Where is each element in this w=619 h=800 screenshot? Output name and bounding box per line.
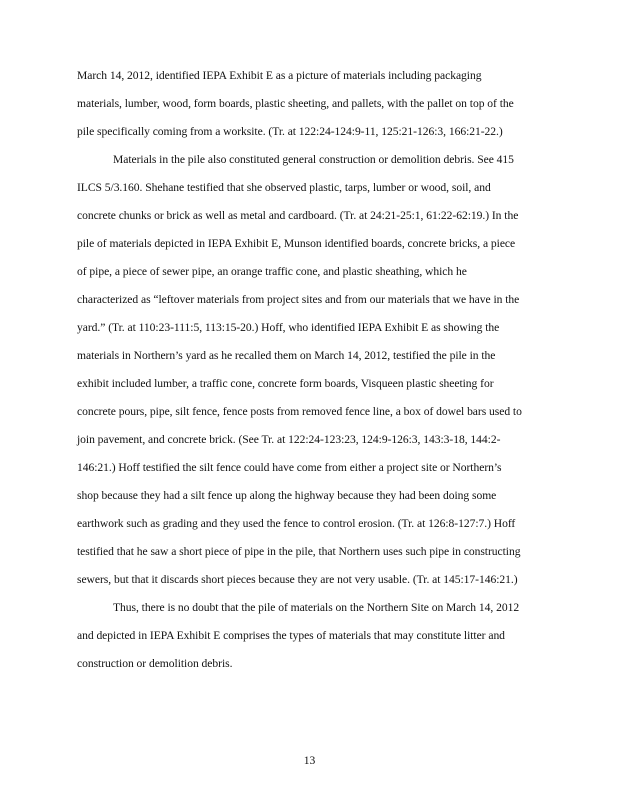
text-line: testified that he saw a short piece of pipe in the pile, that Northern uses such pipe in constructing — [77, 545, 521, 558]
text-line: ILCS 5/3.160. Shehane testified that she observed plastic, tarps, lumber or wood, soil, and — [77, 181, 491, 194]
text-line: shop because they had a silt fence up along the highway because they had been doing some — [77, 489, 497, 502]
text-line: 146:21.) Hoff testified the silt fence could have come from either a project site or Northern’s — [77, 461, 502, 474]
text-line: pile of materials depicted in IEPA Exhibit E, Munson identified boards, concrete bricks, a piece — [77, 237, 516, 250]
text-line: construction or demolition debris. — [77, 657, 233, 670]
text-line: yard.” (Tr. at 110:23-111:5, 113:15-20.) Hoff, who identified IEPA Exhibit E as showing the — [77, 321, 500, 334]
text-line: and depicted in IEPA Exhibit E comprises the types of materials that may constitute litter and — [77, 629, 505, 642]
text-line: March 14, 2012, identified IEPA Exhibit E as a picture of materials including packaging — [77, 69, 482, 82]
text-line: of pipe, a piece of sewer pipe, an orange traffic cone, and plastic sheathing, which he — [77, 265, 467, 278]
paragraph-start-line: Materials in the pile also constituted general construction or demolition debris. See 415 — [113, 153, 514, 166]
text-line: concrete pours, pipe, silt fence, fence posts from removed fence line, a box of dowel bars used to — [77, 405, 522, 418]
text-line: concrete chunks or brick as well as metal and cardboard. (Tr. at 24:21-25:1, 61:22-62:19.) In the — [77, 209, 519, 222]
text-line: sewers, but that it discards short pieces because they are not very usable. (Tr. at 145:17-146:21.) — [77, 573, 518, 586]
text-line: characterized as “leftover materials from project sites and from our materials that we have in the — [77, 293, 520, 306]
text-line: materials in Northern’s yard as he recalled them on March 14, 2012, testified the pile in the — [77, 349, 496, 362]
text-line: pile specifically coming from a worksite. (Tr. at 122:24-124:9-11, 125:21-126:3, 166:21-22.) — [77, 125, 503, 138]
page-number: 13 — [303, 754, 316, 767]
paragraph-start-line: Thus, there is no doubt that the pile of materials on the Northern Site on March 14, 2012 — [113, 601, 520, 614]
text-line: materials, lumber, wood, form boards, plastic sheeting, and pallets, with the pallet on top of the — [77, 97, 514, 110]
text-line: join pavement, and concrete brick. (See Tr. at 122:24-123:23, 124:9-126:3, 143:3-18, 144:2- — [77, 433, 501, 446]
text-line: exhibit included lumber, a traffic cone, concrete form boards, Visqueen plastic sheeting for — [77, 377, 494, 390]
text-line: earthwork such as grading and they used the fence to control erosion. (Tr. at 126:8-127:7.) Hoff — [77, 517, 516, 530]
